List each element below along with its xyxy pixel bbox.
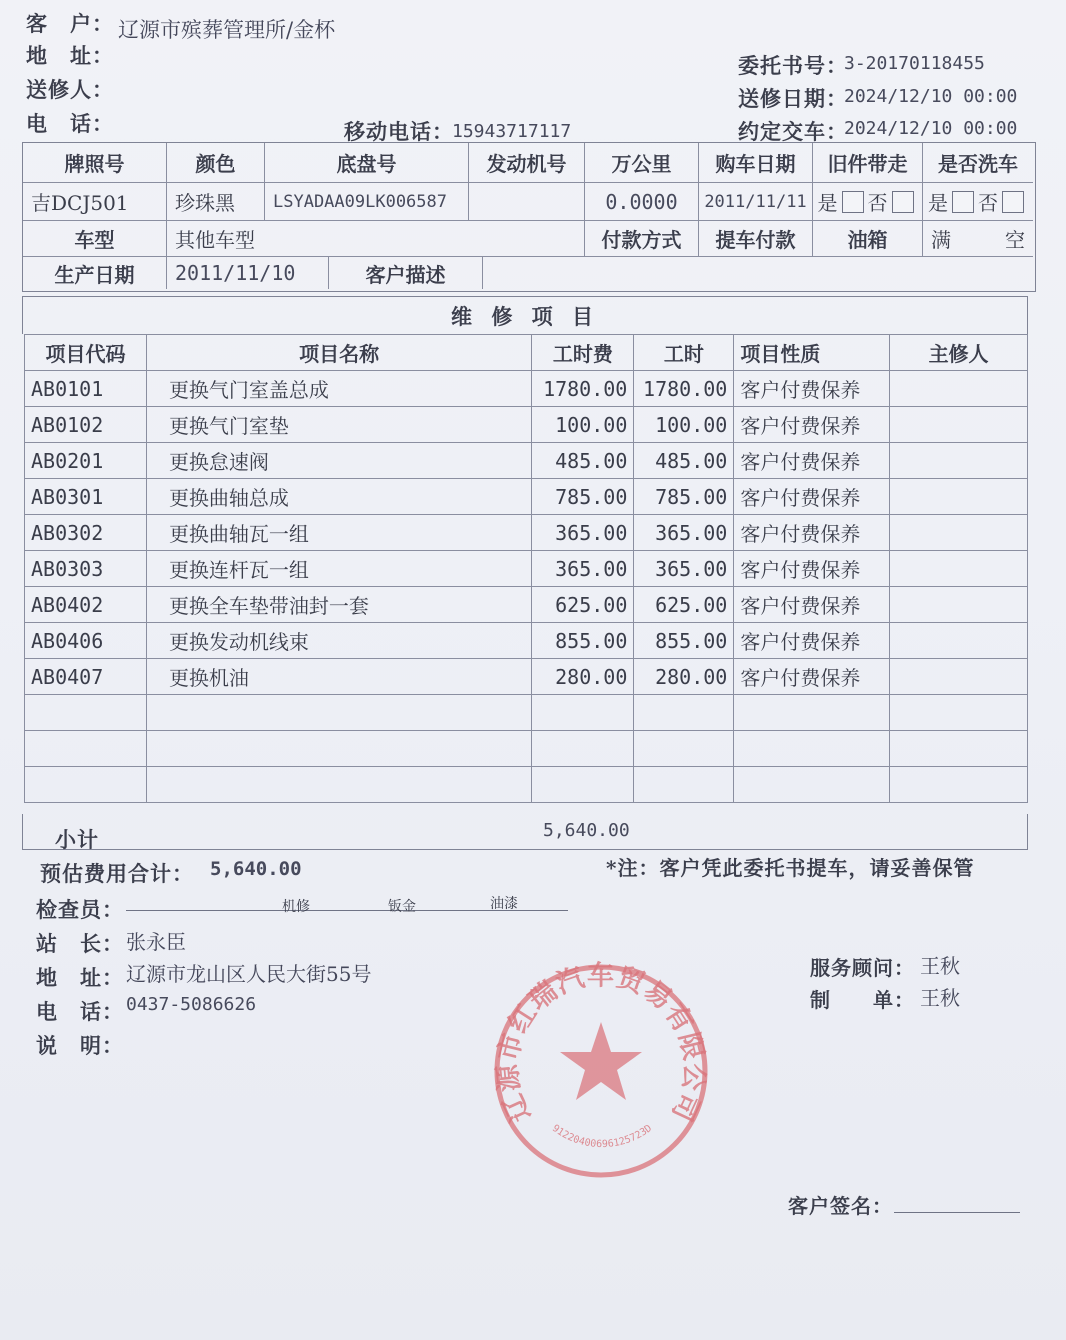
- old-parts-yes-checkbox[interactable]: [842, 191, 864, 213]
- old-parts-no-checkbox[interactable]: [892, 191, 914, 213]
- cell-type: 客户付费保养: [734, 551, 890, 587]
- stamp-number: 91220400696125723D: [549, 1122, 655, 1151]
- engine-value: [469, 183, 585, 221]
- pay-value: 提车付款: [699, 221, 813, 257]
- cell-fee: 485.00: [532, 443, 634, 479]
- color-header: 颜色: [167, 143, 265, 183]
- advisor-value: 王秋: [920, 954, 960, 978]
- cell-hours: 485.00: [634, 443, 734, 479]
- table-row: [25, 587, 1028, 623]
- vehicle-info-grid: [22, 142, 1036, 292]
- col-type: 项目性质: [734, 335, 890, 371]
- cell-name: 更换连杆瓦一组: [146, 551, 531, 587]
- cell-hours: 280.00: [634, 659, 734, 695]
- empty-table-row: [25, 695, 1028, 731]
- estimate-value: 5,640.00: [210, 858, 302, 880]
- cell-code: AB0201: [25, 443, 147, 479]
- table-row: [25, 659, 1028, 695]
- cell-name: 更换机油: [146, 659, 531, 695]
- col-fee: 工时费: [532, 335, 634, 371]
- empty-cell: [146, 695, 531, 731]
- cell-type: 客户付费保养: [734, 587, 890, 623]
- table-row: [25, 623, 1028, 659]
- customer-value: 辽源市殡葬管理所/金杯: [118, 18, 336, 42]
- empty-cell: [25, 695, 147, 731]
- signature-line[interactable]: [894, 1210, 1020, 1213]
- wash-header: 是否洗车: [923, 143, 1033, 183]
- stamp-star-icon: [560, 1022, 642, 1100]
- empty-cell: [734, 731, 890, 767]
- company-phone-label: 电 话：: [36, 999, 124, 1024]
- due-date-label: 约定交车：: [738, 119, 848, 144]
- empty-table-row: [25, 731, 1028, 767]
- mileage-header: 万公里: [585, 143, 699, 183]
- cell-fee: 365.00: [532, 551, 634, 587]
- repair-items-table: [24, 334, 1028, 803]
- plate-header: 牌照号: [23, 143, 167, 183]
- send-date-label: 送修日期：: [738, 86, 848, 111]
- cell-name: 更换气门室垫: [146, 407, 531, 443]
- tank-full: 满: [931, 228, 951, 252]
- desc-header: 客户描述: [329, 257, 483, 289]
- subtotal-row: [22, 814, 1028, 850]
- cell-hours: 1780.00: [634, 371, 734, 407]
- wash-options: [923, 183, 1033, 221]
- col-code: 项目代码: [25, 335, 147, 371]
- empty-cell: [25, 767, 147, 803]
- mobile-value: 15943717117: [452, 121, 572, 142]
- cell-code: AB0101: [25, 371, 147, 407]
- table-row: [25, 371, 1028, 407]
- subtotal-value: 5,640.00: [543, 820, 630, 841]
- cell-code: AB0406: [25, 623, 147, 659]
- inspector-paint: 油漆: [490, 896, 518, 912]
- buy-date-value: 2011/11/11: [699, 183, 813, 221]
- empty-cell: [634, 695, 734, 731]
- cell-hours: 365.00: [634, 551, 734, 587]
- phone-label: 电 话：: [26, 111, 114, 136]
- notice-text: *注：客户凭此委托书提车，请妥善保管: [606, 856, 975, 880]
- table-row: [25, 515, 1028, 551]
- plate-value: 吉DCJ501: [23, 183, 167, 221]
- color-value: 珍珠黑: [167, 183, 265, 221]
- send-date-value: 2024/12/10 00:00: [844, 86, 1018, 107]
- empty-cell: [634, 731, 734, 767]
- cell-code: AB0303: [25, 551, 147, 587]
- remark-label: 说 明：: [36, 1033, 124, 1058]
- inspector-label: 检查员：: [36, 897, 124, 922]
- old-parts-yes-label: 是: [817, 191, 838, 215]
- cell-type: 客户付费保养: [734, 623, 890, 659]
- cell-code: AB0302: [25, 515, 147, 551]
- cell-worker: [890, 407, 1028, 443]
- empty-cell: [532, 731, 634, 767]
- company-address-value: 辽源市龙山区人民大街55号: [126, 962, 372, 986]
- cell-type: 客户付费保养: [734, 407, 890, 443]
- prod-date-value: 2011/11/10: [167, 257, 329, 289]
- type-header: 车型: [23, 221, 167, 257]
- company-phone-value: 0437-5086626: [126, 994, 257, 1015]
- subtotal-label: 小计: [55, 827, 99, 852]
- cell-hours: 625.00: [634, 587, 734, 623]
- tank-value: [923, 221, 1033, 257]
- tank-header: 油箱: [813, 221, 923, 257]
- cell-fee: 785.00: [532, 479, 634, 515]
- cell-code: AB0102: [25, 407, 147, 443]
- cell-fee: 365.00: [532, 515, 634, 551]
- cell-hours: 100.00: [634, 407, 734, 443]
- cell-fee: 280.00: [532, 659, 634, 695]
- order-no-value: 3-20170118455: [844, 53, 985, 74]
- cell-name: 更换曲轴瓦一组: [146, 515, 531, 551]
- table-row: [25, 551, 1028, 587]
- old-parts-options: [813, 183, 923, 221]
- empty-cell: [532, 695, 634, 731]
- company-stamp: [490, 960, 712, 1182]
- tank-empty: 空: [1005, 228, 1025, 252]
- cell-fee: 100.00: [532, 407, 634, 443]
- signature-label: 客户签名：: [788, 1194, 893, 1218]
- customer-label: 客 户：: [26, 11, 114, 36]
- maker-value: 王秋: [920, 986, 960, 1010]
- table-row: [25, 407, 1028, 443]
- cell-hours: 365.00: [634, 515, 734, 551]
- mobile-label: 移动电话：: [344, 119, 454, 144]
- cell-worker: [890, 371, 1028, 407]
- cell-hours: 785.00: [634, 479, 734, 515]
- cell-worker: [890, 587, 1028, 623]
- order-no-label: 委托书号：: [738, 53, 848, 78]
- table-header-row: [25, 335, 1028, 371]
- cell-fee: 625.00: [532, 587, 634, 623]
- empty-cell: [890, 731, 1028, 767]
- cell-code: AB0402: [25, 587, 147, 623]
- cell-name: 更换怠速阀: [146, 443, 531, 479]
- due-date-value: 2024/12/10 00:00: [844, 118, 1018, 139]
- cell-worker: [890, 479, 1028, 515]
- address-label: 地 址：: [26, 43, 114, 68]
- empty-table-row: [25, 767, 1028, 803]
- inspector-sheet-metal: 钣金: [388, 899, 416, 915]
- advisor-label: 服务顾问：: [810, 956, 915, 980]
- wash-no-checkbox[interactable]: [1002, 191, 1024, 213]
- cell-worker: [890, 623, 1028, 659]
- type-value: 其他车型: [167, 221, 585, 257]
- cell-type: 客户付费保养: [734, 443, 890, 479]
- empty-cell: [532, 767, 634, 803]
- cell-type: 客户付费保养: [734, 659, 890, 695]
- table-row: [25, 479, 1028, 515]
- items-title: 维 修 项 目: [451, 303, 599, 329]
- sender-label: 送修人：: [26, 77, 114, 102]
- maker-label: 制 单：: [810, 988, 915, 1012]
- cell-name: 更换全车垫带油封一套: [146, 587, 531, 623]
- chassis-header: 底盘号: [265, 143, 469, 183]
- cell-code: AB0407: [25, 659, 147, 695]
- cell-name: 更换曲轴总成: [146, 479, 531, 515]
- wash-yes-label: 是: [928, 191, 948, 215]
- empty-cell: [890, 767, 1028, 803]
- col-name: 项目名称: [146, 335, 531, 371]
- cell-type: 客户付费保养: [734, 515, 890, 551]
- desc-value: [483, 257, 1033, 289]
- empty-cell: [146, 767, 531, 803]
- items-title-bar: [22, 296, 1028, 334]
- old-parts-header: 旧件带走: [813, 143, 923, 183]
- cell-code: AB0301: [25, 479, 147, 515]
- empty-cell: [734, 695, 890, 731]
- col-worker: 主修人: [890, 335, 1028, 371]
- empty-cell: [634, 767, 734, 803]
- cell-name: 更换发动机线束: [146, 623, 531, 659]
- prod-date-header: 生产日期: [23, 257, 167, 289]
- cell-worker: [890, 659, 1028, 695]
- old-parts-no-label: 否: [867, 191, 888, 215]
- pay-header: 付款方式: [585, 221, 699, 257]
- empty-cell: [146, 731, 531, 767]
- chassis-value: LSYADAA09LK006587: [265, 183, 469, 221]
- empty-cell: [890, 695, 1028, 731]
- company-address-label: 地 址：: [36, 965, 124, 990]
- cell-worker: [890, 515, 1028, 551]
- cell-type: 客户付费保养: [734, 479, 890, 515]
- table-row: [25, 443, 1028, 479]
- engine-header: 发动机号: [469, 143, 585, 183]
- cell-name: 更换气门室盖总成: [146, 371, 531, 407]
- cell-worker: [890, 443, 1028, 479]
- mileage-value: 0.0000: [585, 183, 699, 221]
- manager-label: 站 长：: [36, 931, 124, 956]
- cell-hours: 855.00: [634, 623, 734, 659]
- wash-no-label: 否: [978, 191, 998, 215]
- wash-yes-checkbox[interactable]: [952, 191, 974, 213]
- cell-fee: 1780.00: [532, 371, 634, 407]
- manager-value: 张永臣: [126, 930, 186, 954]
- empty-cell: [734, 767, 890, 803]
- inspector-mechanic: 机修: [282, 899, 310, 915]
- stamp-text: 辽源市红瑞汽车贸易有限公司: [492, 960, 710, 1127]
- cell-type: 客户付费保养: [734, 371, 890, 407]
- estimate-label: 预估费用合计：: [40, 861, 194, 886]
- cell-fee: 855.00: [532, 623, 634, 659]
- cell-worker: [890, 551, 1028, 587]
- empty-cell: [25, 731, 147, 767]
- col-hours: 工时: [634, 335, 734, 371]
- buy-date-header: 购车日期: [699, 143, 813, 183]
